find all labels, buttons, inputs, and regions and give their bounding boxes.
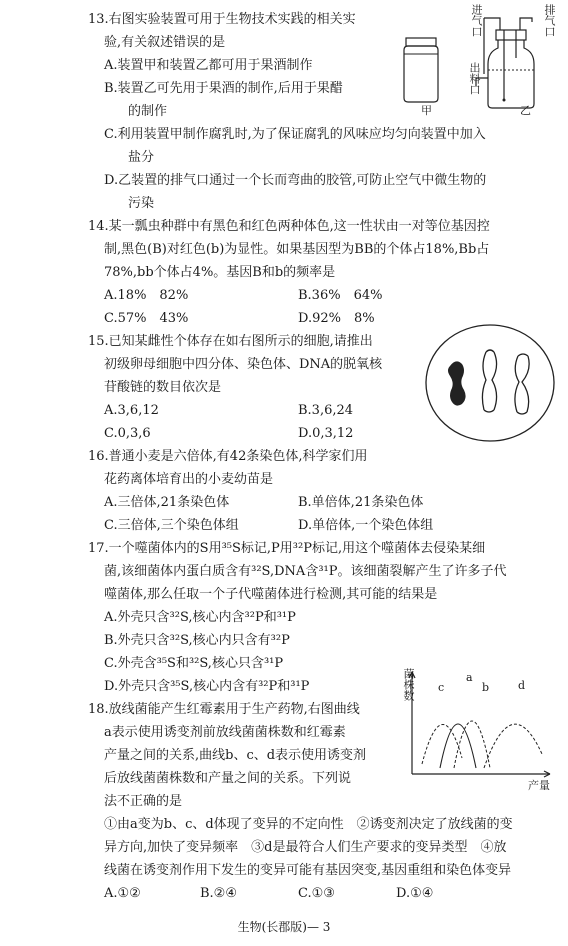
q18-stem-6: ①由a变为b、c、d体现了变异的不定向性 ②诱变剂决定了放线菌的变 bbox=[104, 817, 513, 832]
q16-option-b: B.单倍体,21条染色体 bbox=[298, 495, 424, 510]
q15-option-a: A.3,6,12 bbox=[104, 403, 159, 418]
q18-stem-3: 产量之间的关系,曲线b、c、d表示使用诱变剂 bbox=[104, 748, 367, 763]
q17-stem-2: 菌,该细菌体内蛋白质含有³²S,DNA含³¹P。该细菌裂解产生了许多子代 bbox=[104, 564, 507, 579]
q13-option-a: A.装置甲和装置乙都可用于果酒制作 bbox=[104, 58, 313, 73]
q13-option-d: D.乙装置的排气口通过一个长而弯曲的胶管,可防止空气中微生物的 bbox=[104, 173, 487, 188]
q17-option-d: D.外壳只含³⁵S,核心内含有³²P和³¹P bbox=[104, 679, 310, 694]
q14-option-a: A.18% 82% bbox=[104, 288, 189, 303]
q14-stem-2: 制,黑色(B)对红色(b)为显性。如果基因型为BB的个体占18%,Bb占 bbox=[104, 242, 490, 257]
q15-stem-1: 15.已知某雌性个体存在如右图所示的细胞,请推出 bbox=[88, 334, 373, 349]
q18-fig-xlabel: 产量 bbox=[528, 779, 550, 792]
q18-fig-ylabel: 菌株数 bbox=[402, 668, 415, 701]
q18-stem-4: 后放线菌菌株数和产量之间的关系。下列说 bbox=[104, 771, 352, 786]
q13-option-c: C.利用装置甲制作腐乳时,为了保证腐乳的风味应均匀向装置中加入 bbox=[104, 127, 486, 142]
q18-fig-label-b: b bbox=[482, 681, 490, 694]
q13-fig-label-chuliao: 出料口 bbox=[468, 62, 481, 95]
q18-option-c: C.①③ bbox=[298, 886, 335, 901]
q13-fig-label-paiqi: 排气口 bbox=[543, 4, 556, 37]
q13-option-b-cont: 的制作 bbox=[128, 104, 168, 119]
q15-stem-2: 初级卵母细胞中四分体、染色体、DNA的脱氧核 bbox=[104, 357, 383, 372]
q13-option-c-cont: 盐分 bbox=[128, 150, 155, 165]
q15-option-b: B.3,6,24 bbox=[298, 403, 354, 418]
q17-stem-3: 噬菌体,那么任取一个子代噬菌体进行检测,其可能的结果是 bbox=[104, 587, 438, 602]
q14-stem-1: 14.某一瓢虫种群中有黑色和红色两种体色,这一性状由一对等位基因控 bbox=[88, 219, 490, 234]
q14-option-b: B.36% 64% bbox=[298, 288, 383, 303]
q14-option-c: C.57% 43% bbox=[104, 311, 189, 326]
q18-fig-label-c: c bbox=[438, 681, 445, 694]
q15-stem-3: 苷酸链的数目依次是 bbox=[104, 380, 222, 395]
q16-option-d: D.单倍体,一个染色体组 bbox=[298, 518, 434, 533]
q18-stem-2: a表示使用诱变剂前放线菌菌株数和红霉素 bbox=[104, 725, 346, 740]
q13-stem-1: 13.右图实验装置可用于生物技术实践的相关实 bbox=[88, 12, 356, 27]
q13-option-b: B.装置乙可先用于果酒的制作,后用于果醋 bbox=[104, 81, 343, 96]
q16-option-c: C.三倍体,三个染色体组 bbox=[104, 518, 239, 533]
q18-fig-label-d: d bbox=[518, 679, 526, 692]
q16-stem-1: 16.普通小麦是六倍体,有42条染色体,科学家们用 bbox=[88, 449, 368, 464]
q15-option-d: D.0,3,12 bbox=[298, 426, 354, 441]
q18-stem-1: 18.放线菌能产生红霉素用于生产药物,右图曲线 bbox=[88, 702, 360, 717]
page-footer: 生物(长郡版)— 3 bbox=[237, 920, 331, 934]
q18-stem-8: 线菌在诱变剂作用下发生的变异可能有基因突变,基因重组和染色体变异 bbox=[104, 863, 512, 878]
q14-option-d: D.92% 8% bbox=[298, 311, 375, 326]
q18-fig-label-a: a bbox=[466, 671, 473, 684]
q13-stem-2: 验,有关叙述错误的是 bbox=[104, 35, 226, 50]
q17-stem-1: 17.一个噬菌体内的S用³⁵S标记,P用³²P标记,用这个噬菌体去侵染某细 bbox=[88, 541, 486, 556]
q14-stem-3: 78%,bb个体占4%。基因B和b的频率是 bbox=[104, 265, 336, 280]
q17-option-b: B.外壳只含³²S,核心内只含有³²P bbox=[104, 633, 290, 648]
q16-option-a: A.三倍体,21条染色体 bbox=[104, 495, 230, 510]
q13-option-d-cont: 污染 bbox=[128, 196, 155, 211]
q17-option-a: A.外壳只含³²S,核心内含³²P和³¹P bbox=[104, 610, 296, 625]
q13-fig-label-yi: 乙 bbox=[520, 104, 531, 117]
q13-fig-label-jinqi: 进气口 bbox=[470, 4, 483, 37]
q18-curve-figure bbox=[400, 664, 560, 792]
q18-option-d: D.①④ bbox=[396, 886, 434, 901]
q15-cell-figure bbox=[420, 318, 560, 448]
q18-stem-5: 法不正确的是 bbox=[104, 794, 183, 809]
q18-option-b: B.②④ bbox=[200, 886, 237, 901]
q18-option-a: A.①② bbox=[104, 886, 141, 901]
q13-fig-label-jia: 甲 bbox=[421, 104, 432, 117]
q15-option-c: C.0,3,6 bbox=[104, 426, 151, 441]
q17-option-c: C.外壳含³⁵S和³²S,核心只含³¹P bbox=[104, 656, 284, 671]
q18-stem-7: 异方向,加快了变异频率 ③d是最符合人们生产要求的变异类型 ④放 bbox=[104, 840, 507, 855]
q16-stem-2: 花药离体培育出的小麦幼苗是 bbox=[104, 472, 274, 487]
